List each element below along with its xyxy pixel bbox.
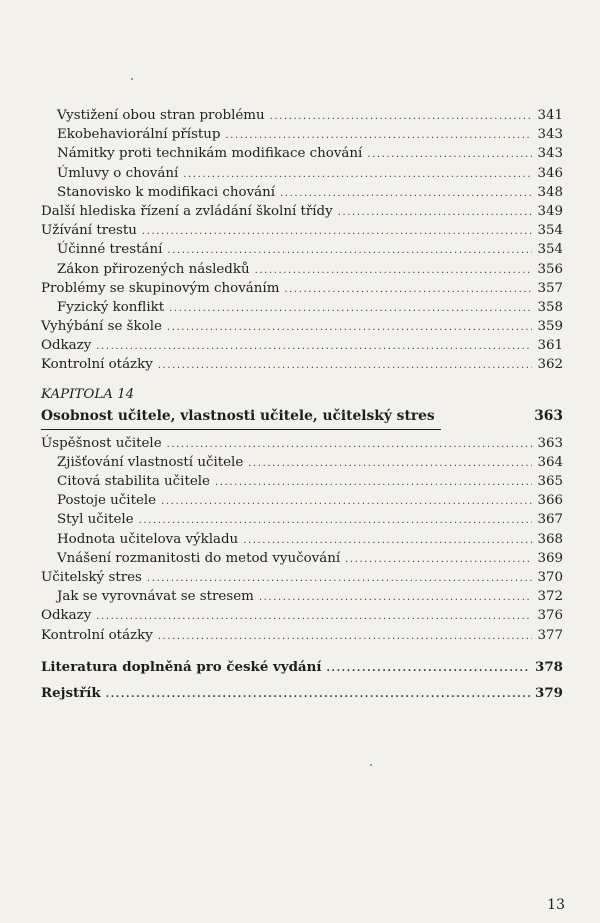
dot-leader [255, 261, 533, 280]
chapter-title: Osobnost učitele, vlastnosti učitele, učitelský stres [41, 404, 435, 428]
dot-leader [183, 165, 532, 184]
toc-entry [41, 221, 563, 240]
toc-entry-title: Kontrolní otázky [41, 357, 153, 373]
toc-entry-title: Vnášení rozmanitosti do metod vyučování [57, 550, 341, 566]
toc-entry [41, 658, 563, 677]
toc-entry-title: Literatura doplněná pro české vydání [41, 658, 322, 675]
toc-entry-title: Odkazy [41, 608, 92, 624]
toc-entry [41, 183, 563, 202]
toc-entry [41, 568, 563, 587]
toc-entry-title: Námitky proti technikám modifikace chování [57, 146, 363, 162]
toc-entry-page-number: 362 [537, 357, 563, 373]
toc-entry-page-number: 376 [537, 608, 563, 624]
dot-leader [158, 627, 533, 646]
toc-entry [41, 202, 563, 221]
print-speck [370, 764, 372, 766]
toc-entry-title: Užívání trestu [41, 223, 137, 239]
toc-entry-title: Zákon přirozených následků [57, 261, 250, 277]
dot-leader [142, 222, 533, 241]
toc-entry-page-number: 369 [537, 550, 563, 566]
toc-entry [41, 491, 563, 510]
toc-entry-title: Fyzický konflikt [57, 299, 165, 315]
toc-entry-title: Postoje učitele [57, 493, 157, 509]
dot-leader [139, 511, 533, 530]
toc-entry-title: Úspěšnost učitele [41, 435, 162, 451]
dot-leader [259, 588, 533, 607]
toc-entry [41, 125, 563, 144]
toc-entry-title: Stanovisko k modifikaci chování [57, 184, 276, 200]
table-of-contents [41, 106, 563, 703]
dot-leader [284, 280, 532, 299]
toc-entry-page-number: 366 [537, 493, 563, 509]
toc-entry-page-number: 346 [537, 165, 563, 181]
toc-entry [41, 240, 563, 259]
toc-entry-title: Kontrolní otázky [41, 627, 153, 643]
toc-entry [41, 606, 563, 625]
toc-entry [41, 434, 563, 453]
dot-leader [280, 184, 532, 203]
toc-entry-page-number: 358 [537, 299, 563, 315]
toc-entry [41, 453, 563, 472]
toc-entry-page-number: 354 [537, 242, 563, 258]
toc-entry-page-number: 348 [537, 184, 563, 200]
toc-entry-page-number: 370 [537, 569, 563, 585]
dot-leader [167, 318, 533, 337]
toc-entry-page-number: 343 [537, 127, 563, 143]
toc-entry-title: Styl učitele [57, 512, 134, 528]
dot-leader [167, 241, 532, 260]
toc-entry [41, 260, 563, 279]
toc-entry-page-number: 365 [537, 474, 563, 489]
toc-entry [41, 144, 563, 163]
toc-entry-page-number: 379 [535, 684, 563, 701]
toc-entry [41, 549, 563, 568]
toc-entry [41, 684, 563, 703]
toc-entry-page-number: 377 [537, 627, 563, 643]
dot-leader [96, 607, 532, 626]
toc-entry-page-number: 363 [537, 435, 563, 451]
chapter-page-number: 363 [534, 407, 563, 424]
toc-entry [41, 317, 563, 336]
toc-entry-page-number: 368 [537, 531, 563, 547]
toc-entry-title: Vyhýbání se škole [41, 319, 162, 335]
toc-entry-page-number: 372 [537, 589, 563, 605]
toc-entry-title: Rejstřík [41, 684, 101, 701]
toc-entry-title: Problémy se skupinovým chováním [41, 280, 280, 296]
toc-entry-page-number: 354 [537, 223, 563, 239]
toc-entry [41, 472, 563, 491]
toc-entry-title: Odkazy [41, 338, 92, 354]
toc-entry-title: Hodnota učitelova výkladu [57, 531, 239, 547]
toc-entry-title: Jak se vyrovnávat se stresem [57, 589, 254, 605]
toc-entry-title: Citová stabilita učitele [57, 474, 210, 489]
dot-leader [248, 454, 532, 473]
dot-leader [167, 435, 533, 454]
dot-leader [367, 145, 532, 164]
dot-leader [270, 107, 533, 126]
dot-leader [326, 659, 530, 678]
toc-entry-page-number: 349 [537, 203, 563, 219]
dot-leader [158, 356, 533, 375]
chapter-title-row [41, 404, 563, 428]
toc-entry-title: Zjišťování vlastností učitele [57, 454, 244, 470]
toc-entry [41, 355, 563, 374]
toc-entry [41, 106, 563, 125]
toc-entry-title: Další hlediska řízení a zvládání školní třídy [41, 203, 333, 219]
dot-leader [147, 569, 533, 588]
toc-entry-page-number: 343 [537, 146, 563, 162]
toc-entry-title: Úmluvy o chování [57, 165, 179, 181]
toc-entry-title: Ekobehaviorální přístup [57, 127, 221, 143]
toc-entry-title: Učitelský stres [41, 569, 142, 585]
dot-leader [169, 299, 532, 318]
chapter-label: KAPITOLA 14 [41, 386, 135, 402]
toc-entry-page-number: 364 [537, 454, 563, 470]
toc-entry-page-number: 361 [537, 338, 563, 354]
toc-entry [41, 164, 563, 183]
toc-entry-page-number: 341 [537, 108, 563, 123]
toc-entry-page-number: 367 [537, 512, 563, 528]
dot-leader [96, 337, 532, 356]
toc-entry [41, 298, 563, 317]
toc-section-back-matter [41, 658, 563, 703]
toc-entry-page-number: 357 [537, 280, 563, 296]
toc-section-chapter-13-tail [41, 106, 563, 375]
toc-section-chapter-14 [41, 434, 563, 645]
dot-leader [161, 492, 532, 511]
toc-entry [41, 626, 563, 645]
print-speck [131, 78, 133, 80]
toc-entry-page-number: 359 [537, 319, 563, 335]
dot-leader [106, 685, 530, 704]
toc-entry [41, 587, 563, 606]
dot-leader [338, 203, 533, 222]
toc-entry [41, 510, 563, 529]
toc-entry-title: Vystižení obou stran problému [57, 108, 265, 123]
dot-leader [226, 126, 533, 145]
toc-entry [41, 530, 563, 549]
toc-entry [41, 336, 563, 355]
page-number: 13 [547, 897, 565, 913]
dot-leader [243, 531, 532, 550]
toc-entry-title: Účinné trestání [57, 242, 163, 258]
dot-leader [215, 473, 532, 492]
toc-entry-page-number: 378 [535, 658, 563, 675]
dot-leader [345, 550, 532, 569]
toc-entry-page-number: 356 [537, 261, 563, 277]
toc-entry [41, 279, 563, 298]
